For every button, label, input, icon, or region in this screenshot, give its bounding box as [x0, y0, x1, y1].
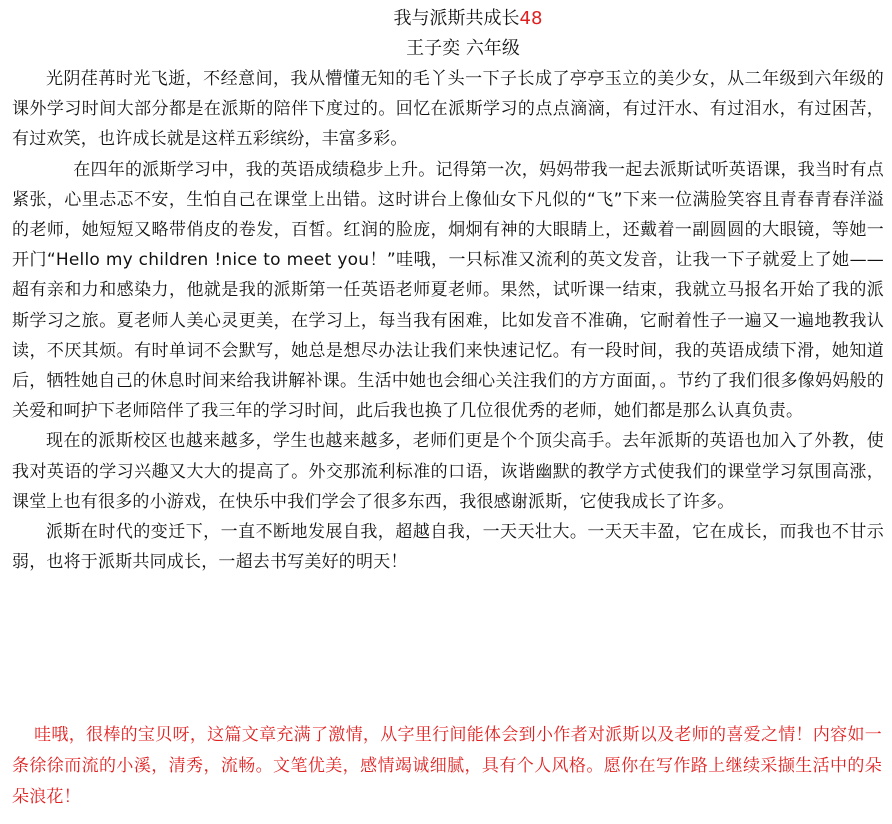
- essay-paragraph-2: 在四年的派斯学习中，我的英语成绩稳步上升。记得第一次，妈妈带我一起去派斯试听英语课，我当时有点紧张，心里忐忑不安，生怕自己在课堂上出错。这时讲台上像仙女下凡似的“飞”下来一位满脸笑容且青春青春洋溢的老师，她短短又略带俏皮的卷发，百皙。红润的脸庞，炯炯有神的大眼睛上，还戴着一副圆圆的大眼镜，等她一开门“Hello my children !nice to meet you！”哇哦，一只标准又流利的英文发音，让我一下子就爱上了她——超有亲和力和感染力，他就是我的派斯第一任英语老师夏老师。果然，试听课一结束，我就立马报名开始了我的派斯学习之旅。夏老师人美心灵更美，在学习上，每当我有困难，比如发音不准确，它耐着性子一遍又一遍地教我认读，不厌其烦。有时单词不会默写，她总是想尽办法让我们来快速记忆。有一段时间，我的英语成绩下滑，她知道后，牺牲她自己的休息时间来给我讲解补课。生活中她也会细心关注我们的方方面面，。节约了我们很多像妈妈般的关爱和呵护下老师陪伴了我三年的学习时间，此后我也换了几位很优秀的老师，她们都是那么认真负责。: [12, 159, 884, 422]
- essay-paragraph-4: 派斯在时代的变迁下，一直不断地发展自我，超越自我，一天天壮大。一天天丰盈，它在成长，而我也不甘示弱，也将于派斯共同成长，一超去书写美好的明天！: [12, 522, 884, 573]
- essay-paragraph-1: 光阴荏苒时光飞逝，不经意间，我从懵懂无知的毛丫头一下子长成了亭亭玉立的美少女，从二年级到六年级的课外学习时间大部分都是在派斯的陪伴下度过的。回忆在派斯学习的点点滴滴，有过汗水、有过泪水，有过困苦，有过欢笑，也许成长就是这样五彩缤纷，丰富多彩。: [12, 69, 884, 150]
- essay-number: 48: [519, 8, 543, 29]
- essay-paragraph-3: 现在的派斯校区也越来越多，学生也越来越多，老师们更是个个顶尖高手。去年派斯的英语也加入了外教，使我对英语的学习兴趣又大大的提高了。外交那流利标准的口语，诙谐幽默的教学方式使我们的课堂学习氛围高涨，课堂上也有很多的小游戏，在快乐中我们学会了很多东西，我很感谢派斯，它使我成长了许多。: [12, 431, 884, 512]
- essay-title-text: 我与派斯共成长: [393, 8, 520, 29]
- essay-body: [12, 64, 884, 577]
- author-line: 王子奕 六年级: [406, 38, 520, 59]
- essay-title: [52, 4, 884, 34]
- teacher-comment: [12, 720, 882, 813]
- teacher-comment-text: 哇哦，很棒的宝贝呀，这篇文章充满了激情，从字里行间能体会到小作者对派斯以及老师的喜爱之情！内容如一条徐徐而流的小溪，清秀，流畅。文笔优美，感情竭诚细腻，具有个人风格。愿你在写作路上继续采撷生活中的朵朵浪花！: [12, 725, 882, 807]
